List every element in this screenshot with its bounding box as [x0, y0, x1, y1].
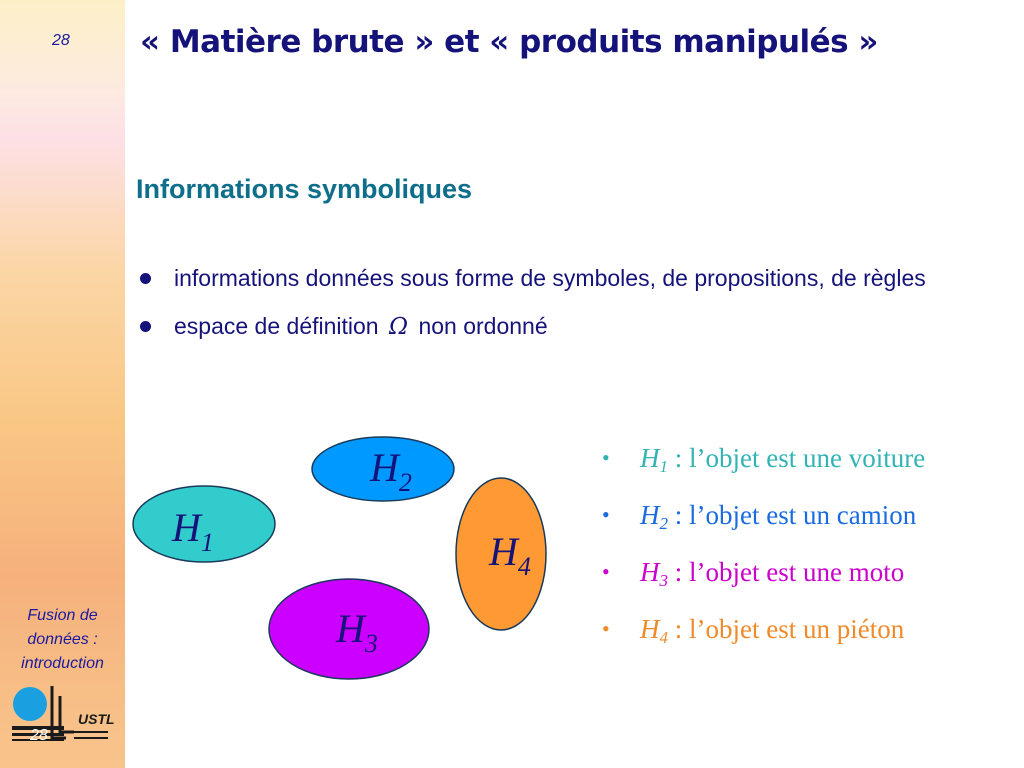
- bullet-text: non ordonné: [418, 313, 548, 339]
- ustl-logo: [8, 682, 120, 748]
- slide-title: « Matière brute » et « produits manipulés »: [140, 24, 878, 60]
- slide-number-bottom: 28: [30, 727, 48, 744]
- hypothesis-text: : l’objet est un piéton: [668, 614, 905, 644]
- bullet-item: [138, 306, 998, 347]
- bullet-text: informations données sous forme de symboles, de propositions, de règles: [174, 265, 926, 291]
- logo-text: USTL: [78, 711, 115, 727]
- hypothesis-name: H: [640, 614, 660, 644]
- caption-line-3: introduction: [21, 655, 104, 672]
- ellipse-h1: [133, 486, 275, 562]
- hypothesis-item-h2: [602, 493, 925, 550]
- logo-line: [74, 732, 108, 738]
- bullet-dot-icon: [140, 321, 151, 332]
- caption-line-1: Fusion de: [27, 607, 98, 624]
- slide-number-top: 28: [52, 32, 70, 49]
- hypothesis-subscript: 3: [659, 571, 668, 590]
- hypothesis-name: H: [640, 500, 660, 530]
- logo-circle: [13, 687, 47, 721]
- ellipse-h4: [456, 478, 546, 630]
- hypothesis-subscript: 4: [659, 628, 668, 647]
- bullet-dot-icon: [140, 273, 151, 284]
- bullet-text: espace de définition: [174, 313, 379, 339]
- hypothesis-text: : l’objet est un camion: [668, 500, 917, 530]
- hypothesis-text: : l’objet est une voiture: [668, 443, 926, 473]
- hypotheses-diagram: [128, 430, 558, 680]
- section-heading: Informations symboliques: [136, 174, 473, 204]
- hypothesis-text: : l’objet est une moto: [668, 557, 905, 587]
- bullet-dot-icon: •: [602, 559, 610, 584]
- hypothesis-name: H: [640, 443, 660, 473]
- sidebar-caption: [0, 604, 125, 676]
- caption-line-2: données :: [27, 631, 98, 648]
- bullet-dot-icon: •: [602, 445, 610, 470]
- hypothesis-subscript: 2: [659, 514, 668, 533]
- ellipse-label: $H_2$: [370, 445, 412, 497]
- hypothesis-name: H: [640, 557, 660, 587]
- ellipse-label: $H_1$: [172, 505, 214, 557]
- omega-symbol: Ω: [389, 314, 409, 340]
- bullet-item: [138, 258, 998, 298]
- hypothesis-subscript: 1: [659, 457, 668, 476]
- hypothesis-item-h1: [602, 436, 925, 493]
- bullet-dot-icon: •: [602, 616, 610, 641]
- bullet-dot-icon: •: [602, 502, 610, 527]
- hypothesis-item-h4: [602, 607, 925, 664]
- ellipse-label: $H_3$: [336, 606, 378, 658]
- hypotheses-list: [602, 436, 925, 664]
- ellipse-h2: [312, 437, 454, 501]
- ellipse-label: $H_4$: [489, 529, 531, 581]
- bullet-list: [138, 258, 998, 355]
- ellipse-h3: [269, 579, 429, 679]
- hypothesis-item-h3: [602, 550, 925, 607]
